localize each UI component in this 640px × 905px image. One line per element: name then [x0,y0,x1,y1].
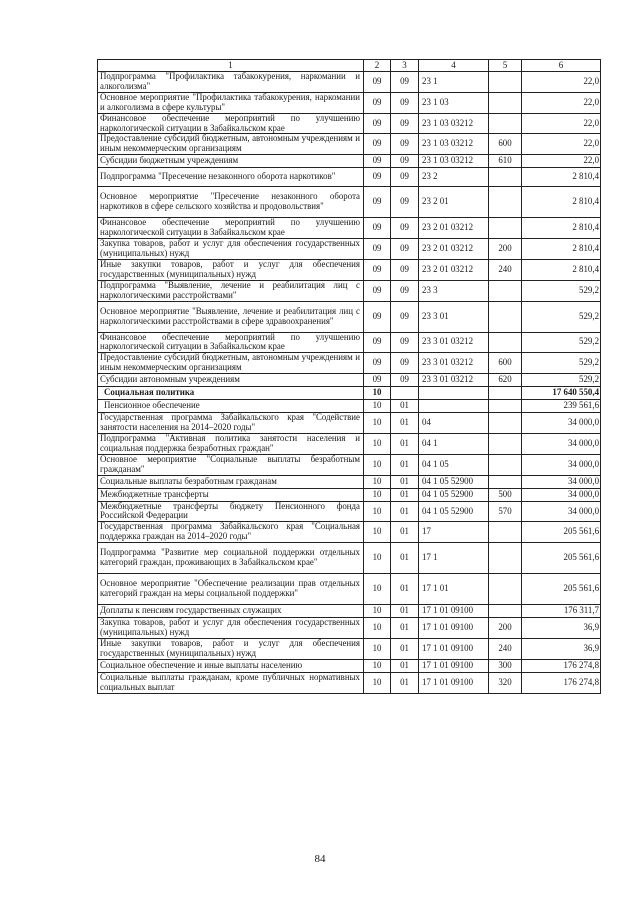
target-article-cell: 04 1 05 [419,454,489,475]
section-code-cell: 10 [364,488,391,501]
amount-cell: 2 810,4 [522,168,601,187]
row-name-cell: Социальные выплаты безработным гражданам [98,475,364,488]
row-name-cell: Социальное обеспечение и иные выплаты населению [98,659,364,672]
amount-cell: 22,0 [522,92,601,113]
amount-cell: 205 561,6 [522,522,601,543]
row-name-cell: Пенсионное обеспечение [98,400,364,413]
amount-cell: 34 000,0 [522,488,601,501]
target-article-cell: 17 1 01 09100 [419,618,489,639]
table-row [98,605,601,618]
row-name-cell: Закупка товаров, работ и услуг для обеспечения государственных (муниципальных) нужд [98,239,364,260]
table-row [98,259,601,280]
amount-cell: 36,9 [522,618,601,639]
table-row [98,639,601,660]
target-article-cell: 23 2 01 [419,187,489,218]
target-article-cell: 04 1 [419,433,489,454]
target-article-cell [419,400,489,413]
table-row [98,433,601,454]
subsection-code-cell: 09 [391,374,419,387]
target-article-cell: 04 1 05 52900 [419,475,489,488]
subsection-code-cell: 09 [391,259,419,280]
row-name-cell: Основное мероприятие "Социальные выплаты безработным гражданам" [98,454,364,475]
row-name-cell: Иные закупки товаров, работ и услуг для обеспечения государственных (муниципальных) нужд [98,259,364,280]
amount-cell: 239 561,6 [522,400,601,413]
amount-cell: 34 000,0 [522,501,601,522]
table-row [98,672,601,693]
column-number: 4 [419,60,489,72]
subsection-code-cell: 09 [391,353,419,374]
subsection-code-cell: 09 [391,168,419,187]
section-code-cell: 09 [364,332,391,353]
target-article-cell: 04 1 05 52900 [419,501,489,522]
target-article-cell: 23 1 03 03212 [419,134,489,155]
expense-type-cell [489,168,522,187]
row-name-cell: Социальная политика [98,387,364,400]
row-name-cell: Иные закупки товаров, работ и услуг для обеспечения государственных (муниципальных) нужд [98,639,364,660]
expense-type-cell [489,433,522,454]
section-code-cell: 09 [364,72,391,93]
row-name-cell: Субсидии бюджетным учреждениям [98,155,364,168]
table-row [98,488,601,501]
section-code-cell: 10 [364,413,391,434]
amount-cell: 22,0 [522,72,601,93]
amount-cell: 36,9 [522,639,601,660]
row-name-cell: Государственная программа Забайкальского края "Содействие занятости населения на 2014–2020 годы" [98,413,364,434]
expense-type-cell: 300 [489,659,522,672]
section-code-cell: 09 [364,134,391,155]
target-article-cell: 23 2 01 03212 [419,218,489,239]
section-code-cell: 10 [364,501,391,522]
table-row [98,168,601,187]
section-code-cell: 09 [364,374,391,387]
amount-cell: 17 640 550,4 [522,387,601,400]
subsection-code-cell: 09 [391,155,419,168]
expense-type-cell [489,475,522,488]
row-name-cell: Государственная программа Забайкальского края "Социальная поддержка граждан на 2014–2020 годы" [98,522,364,543]
target-article-cell: 04 [419,413,489,434]
expense-type-cell: 600 [489,353,522,374]
table-row [98,387,601,400]
row-name-cell: Подпрограмма "Выявление, лечение и реабилитация лиц с наркологическими расстройствами" [98,280,364,301]
table-row [98,239,601,260]
expense-type-cell: 610 [489,155,522,168]
table-row [98,475,601,488]
subsection-code-cell: 01 [391,605,419,618]
row-name-cell: Подпрограмма "Пресечение незаконного оборота наркотиков" [98,168,364,187]
row-name-cell: Основное мероприятие "Выявление, лечение и реабилитация лиц с наркологическими расстройствами в сфере здравоохранения" [98,301,364,332]
section-code-cell: 10 [364,475,391,488]
column-number: 5 [489,60,522,72]
amount-cell: 529,2 [522,332,601,353]
target-article-cell: 23 2 01 03212 [419,259,489,280]
target-article-cell: 04 1 05 52900 [419,488,489,501]
amount-cell: 22,0 [522,155,601,168]
target-article-cell [419,387,489,400]
amount-cell: 34 000,0 [522,475,601,488]
section-code-cell: 09 [364,218,391,239]
section-code-cell: 10 [364,574,391,605]
target-article-cell: 17 1 01 [419,574,489,605]
subsection-code-cell: 09 [391,92,419,113]
amount-cell: 2 810,4 [522,218,601,239]
target-article-cell: 23 3 01 [419,301,489,332]
table-row [98,353,601,374]
expense-type-cell [489,522,522,543]
amount-cell: 205 561,6 [522,574,601,605]
table-row [98,301,601,332]
row-name-cell: Подпрограмма "Развитие мер социальной поддержки отдельных категорий граждан, проживающих в Забайкальском крае" [98,543,364,574]
target-article-cell: 23 3 01 03212 [419,353,489,374]
amount-cell: 176 311,7 [522,605,601,618]
expense-type-cell [489,605,522,618]
table-row [98,659,601,672]
row-name-cell: Основное мероприятие "Профилактика табакокурения, наркомании и алкоголизма в сфере культуры" [98,92,364,113]
section-code-cell: 10 [364,639,391,660]
amount-cell: 176 274,8 [522,659,601,672]
row-name-cell: Подпрограмма "Активная политика занятости населения и социальная поддержка безработных граждан" [98,433,364,454]
subsection-code-cell: 01 [391,543,419,574]
subsection-code-cell: 01 [391,659,419,672]
expense-type-cell [489,454,522,475]
column-number: 2 [364,60,391,72]
target-article-cell: 23 1 03 03212 [419,113,489,134]
section-code-cell: 09 [364,155,391,168]
table-row [98,92,601,113]
subsection-code-cell: 01 [391,672,419,693]
table-row [98,332,601,353]
section-code-cell: 10 [364,433,391,454]
amount-cell: 529,2 [522,374,601,387]
table-row [98,280,601,301]
target-article-cell: 23 2 01 03212 [419,239,489,260]
amount-cell: 529,2 [522,301,601,332]
table-row [98,134,601,155]
column-number: 3 [391,60,419,72]
section-code-cell: 09 [364,113,391,134]
table-row [98,454,601,475]
subsection-code-cell: 09 [391,280,419,301]
amount-cell: 176 274,8 [522,672,601,693]
expense-type-cell: 570 [489,501,522,522]
subsection-code-cell: 01 [391,454,419,475]
amount-cell: 34 000,0 [522,433,601,454]
row-name-cell: Субсидии автономным учреждениям [98,374,364,387]
table-row [98,543,601,574]
expense-type-cell [489,218,522,239]
row-name-cell: Межбюджетные трансферты [98,488,364,501]
column-number: 1 [98,60,364,72]
target-article-cell: 17 [419,522,489,543]
row-name-cell: Доплаты к пенсиям государственных служащих [98,605,364,618]
expense-type-cell [489,332,522,353]
subsection-code-cell: 01 [391,501,419,522]
table-row [98,374,601,387]
table-row [98,522,601,543]
subsection-code-cell: 09 [391,72,419,93]
row-name-cell: Основное мероприятие "Пресечение незаконного оборота наркотиков в сфере сельского хозяйства и продовольствия" [98,187,364,218]
expense-type-cell [489,280,522,301]
section-code-cell: 10 [364,400,391,413]
target-article-cell: 23 1 03 [419,92,489,113]
amount-cell: 529,2 [522,280,601,301]
section-code-cell: 10 [364,672,391,693]
amount-cell: 2 810,4 [522,187,601,218]
expense-type-cell [489,574,522,605]
expense-type-cell [489,187,522,218]
row-name-cell: Социальные выплаты гражданам, кроме публичных нормативных социальных выплат [98,672,364,693]
subsection-code-cell: 01 [391,488,419,501]
target-article-cell: 17 1 01 09100 [419,672,489,693]
table-row [98,72,601,93]
table-row [98,218,601,239]
section-code-cell: 09 [364,92,391,113]
table-row [98,400,601,413]
expense-type-cell [489,387,522,400]
page-number: 84 [314,853,326,865]
expense-type-cell [489,92,522,113]
row-name-cell: Предоставление субсидий бюджетным, автономным учреждениям и иным некоммерческим организациям [98,353,364,374]
section-code-cell: 09 [364,280,391,301]
expense-type-cell: 200 [489,239,522,260]
subsection-code-cell: 09 [391,113,419,134]
expense-type-cell: 620 [489,374,522,387]
target-article-cell: 17 1 01 09100 [419,659,489,672]
amount-cell: 22,0 [522,113,601,134]
amount-cell: 2 810,4 [522,239,601,260]
subsection-code-cell: 01 [391,413,419,434]
subsection-code-cell: 01 [391,618,419,639]
section-code-cell: 09 [364,239,391,260]
table-row [98,574,601,605]
target-article-cell: 17 1 [419,543,489,574]
expense-type-cell [489,413,522,434]
expense-type-cell: 320 [489,672,522,693]
subsection-code-cell: 01 [391,522,419,543]
expense-type-cell: 240 [489,639,522,660]
expense-type-cell [489,543,522,574]
expense-type-cell: 200 [489,618,522,639]
amount-cell: 529,2 [522,353,601,374]
section-code-cell: 10 [364,659,391,672]
amount-cell: 34 000,0 [522,413,601,434]
subsection-code-cell: 01 [391,475,419,488]
section-code-cell: 10 [364,618,391,639]
subsection-code-cell: 01 [391,433,419,454]
expense-type-cell [489,113,522,134]
subsection-code-cell [391,387,419,400]
expense-type-cell [489,301,522,332]
subsection-code-cell: 09 [391,218,419,239]
amount-cell: 34 000,0 [522,454,601,475]
row-name-cell: Закупка товаров, работ и услуг для обеспечения государственных (муниципальных) нужд [98,618,364,639]
budget-table [97,59,601,694]
row-name-cell: Подпрограмма "Профилактика табакокурения, наркомании и алкоголизма" [98,72,364,93]
section-code-cell: 10 [364,543,391,574]
table-row [98,618,601,639]
section-code-cell: 10 [364,454,391,475]
subsection-code-cell: 09 [391,301,419,332]
subsection-code-cell: 01 [391,574,419,605]
target-article-cell: 23 2 [419,168,489,187]
table-row [98,501,601,522]
target-article-cell: 17 1 01 09100 [419,639,489,660]
expense-type-cell [489,72,522,93]
table-row [98,155,601,168]
section-code-cell: 09 [364,353,391,374]
expense-type-cell [489,400,522,413]
expense-type-cell: 600 [489,134,522,155]
amount-cell: 205 561,6 [522,543,601,574]
section-code-cell: 09 [364,301,391,332]
section-code-cell: 10 [364,522,391,543]
subsection-code-cell: 01 [391,400,419,413]
budget-table-body [98,60,601,694]
table-row [98,413,601,434]
row-name-cell: Финансовое обеспечение мероприятий по улучшению наркологической ситуации в Забайкальском крае [98,218,364,239]
section-code-cell: 09 [364,259,391,280]
section-code-cell: 10 [364,605,391,618]
amount-cell: 2 810,4 [522,259,601,280]
subsection-code-cell: 09 [391,187,419,218]
target-article-cell: 17 1 01 09100 [419,605,489,618]
row-name-cell: Финансовое обеспечение мероприятий по улучшению наркологической ситуации в Забайкальском крае [98,332,364,353]
column-number: 6 [522,60,601,72]
expense-type-cell: 240 [489,259,522,280]
target-article-cell: 23 1 03 03212 [419,155,489,168]
target-article-cell: 23 3 01 03212 [419,374,489,387]
row-name-cell: Межбюджетные трансферты бюджету Пенсионного фонда Российской Федерации [98,501,364,522]
column-number-row [98,60,601,72]
row-name-cell: Основное мероприятие "Обеспечение реализации прав отдельных категорий граждан на меры социальной поддержки" [98,574,364,605]
row-name-cell: Предоставление субсидий бюджетным, автономным учреждениям и иным некоммерческим организациям [98,134,364,155]
row-name-cell: Финансовое обеспечение мероприятий по улучшению наркологической ситуации в Забайкальском крае [98,113,364,134]
subsection-code-cell: 09 [391,239,419,260]
expense-type-cell: 500 [489,488,522,501]
section-code-cell: 10 [364,387,391,400]
target-article-cell: 23 3 01 03212 [419,332,489,353]
target-article-cell: 23 3 [419,280,489,301]
target-article-cell: 23 1 [419,72,489,93]
subsection-code-cell: 09 [391,332,419,353]
subsection-code-cell: 09 [391,134,419,155]
section-code-cell: 09 [364,168,391,187]
table-row [98,113,601,134]
table-row [98,187,601,218]
section-code-cell: 09 [364,187,391,218]
subsection-code-cell: 01 [391,639,419,660]
amount-cell: 22,0 [522,134,601,155]
